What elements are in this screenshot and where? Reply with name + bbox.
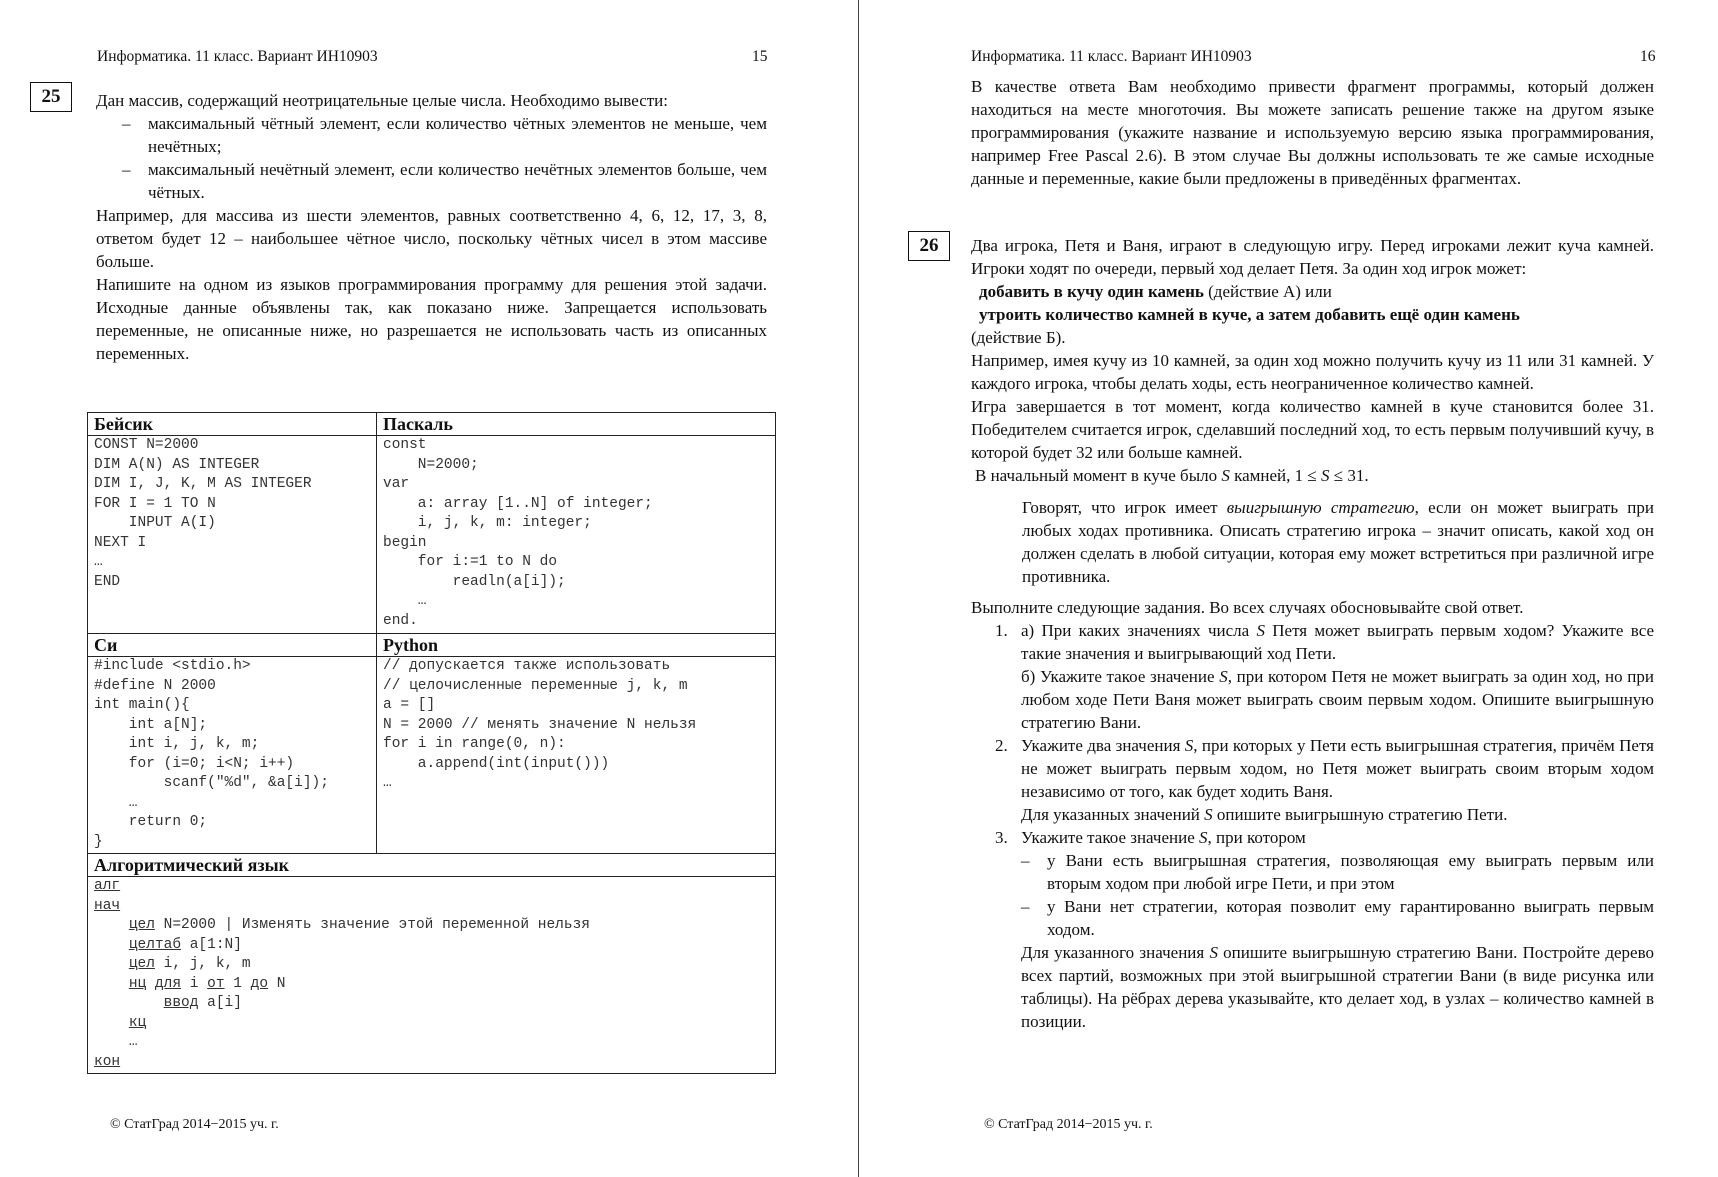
page-header: Информатика. 11 класс. Вариант ИН10903: [97, 48, 378, 65]
pascal-code: const N=2000; var a: array [1..N] of integer; i, j, k, m: integer; begin for i:=1 to N do readln(a[i]); … end.: [383, 437, 653, 629]
code-template-table: [87, 412, 776, 1074]
footer: © СтатГрад 2014−2015 уч. г.: [984, 1117, 1153, 1132]
page-header: Информатика. 11 класс. Вариант ИН10903: [971, 48, 1252, 65]
right-page: [860, 0, 1718, 1177]
task-number-box: 25: [30, 82, 72, 112]
c-code: #include <stdio.h> #define N 2000 int main(){ int a[N]; int i, j, k, m; for (i=0; i<N; i++) scanf("%d", &a[i]); … return 0; }: [94, 658, 329, 850]
task25-example: Например, для массива из шести элементов, равных соответственно 4, 6, 12, 17, 3, 8, ответом будет 12 – наибольшее чётное число, поскольку чётных чисел в этом массиве больше.: [96, 206, 767, 271]
action-b-rest: (действие Б).: [971, 328, 1066, 347]
basic-header: Бейсик: [88, 413, 377, 436]
python-header: Python: [377, 634, 776, 657]
task26-intro: Два игрока, Петя и Ваня, играют в следующую игру. Перед игроками лежит куча камней. Игроки ходят по очереди, первый ход делает Петя. За один ход игрок может:: [971, 236, 1654, 278]
action-a: добавить в кучу один камень (действие А) или: [979, 282, 1332, 301]
task25-intro: Дан массив, содержащий неотрицательные целые числа. Необходимо вывести:: [96, 91, 668, 110]
task25-bullet: [96, 158, 767, 204]
task26-strategy: Говорят, что игрок имеет выигрышную стратегию, если он может выиграть при любых ходах противника. Описать стратегию игрока – значит описать, какой ход он должен сделать в любой ситуации, которая ему может встретиться при различной игре противника.: [1022, 498, 1654, 586]
task-number-box: 26: [908, 231, 950, 261]
task26-end-rule: Игра завершается в тот момент, когда количество камней в куче становится более 31. Победителем считается игрок, сделавший последний ход, то есть первым получивший кучу, в которой будет 32 или больше камней.: [971, 397, 1654, 462]
question-1: 1. а) При каких значениях числа S Петя может выиграть первым ходом? Укажите все такие значения и выигрывающий ход Пети. б) Укажите такое значение S, при котором Петя не может выиграть за один ход, но при любом ходе Пети Ваня может выиграть своим первым ходом. Опишите выигрышную стратегию Вани.: [995, 621, 1654, 732]
page-number: 16: [1640, 48, 1656, 65]
task25-text: [96, 89, 767, 365]
task26-example: Например, имея кучу из 10 камней, за один ход можно получить кучу из 11 или 31 камней. У каждого игрока, чтобы делать ходы, есть неограниченное количество камней.: [971, 351, 1654, 393]
bullet-text: максимальный чётный элемент, если количество чётных элементов не меньше, чем нечётных;: [148, 114, 767, 156]
question-3: 3. Укажите такое значение S, при котором – у Вани есть выигрышная стратегия, позволяющая ему выиграть первым или вторым ходом при любой игре Пети, и при этом – у Вани нет стратегии, которая позволит ему гарантированно выиграть первым ходом. Для указанного значения S опишите выигрышную стратегию Вани. Постройте дерево всех партий, возможных при этой выигрышной стратегии Вани (в виде рисунка или таблицы). На рёбрах дерева указывайте, кто делает ход, в узлах – количество камней в позиции.: [995, 828, 1654, 1031]
bullet-mark: –: [122, 160, 131, 179]
action-b: утроить количество камней в куче, а затем добавить ещё один камень: [979, 305, 1520, 324]
question-2: 2. Укажите два значения S, при которых у Пети есть выигрышная стратегия, причём Петя не может выиграть первым ходом, но Петя может выиграть своим вторым ходом независимо от того, как будет ходить Ваня. Для указанных значений S опишите выигрышную стратегию Пети.: [995, 736, 1654, 824]
answer-note: В качестве ответа Вам необходимо привести фрагмент программы, который должен находиться на месте многоточия. Вы можете записать решение также на другом языке программирования (укажите название и используемую версию языка программирования, например Free Pascal 2.6). В этом случае Вы должны использовать те же самые исходные данные и переменные, какие были предложены в приведённых фрагментах.: [971, 77, 1654, 188]
alg-code: алг нач цел N=2000 | Изменять значение этой переменной нельзя целтаб a[1:N] цел i, j, k, m нц для i от 1 до N ввод a[i] кц … кон: [94, 878, 590, 1070]
left-page: [0, 0, 858, 1177]
c-header: Си: [88, 634, 377, 657]
python-code: // допускается также использовать // целочисленные переменные j, k, m a = [] N = 2000 // менять значение N нельзя for i in range(0, n): a.append(int(input())) …: [383, 658, 697, 791]
page-number: 15: [752, 48, 768, 65]
task26-text: [971, 234, 1654, 1033]
task26-start: В начальный момент в куче было S камней, 1 ≤ S ≤ 31.: [975, 466, 1369, 485]
basic-code: CONST N=2000 DIM A(N) AS INTEGER DIM I, J, K, M AS INTEGER FOR I = 1 TO N INPUT A(I) NEXT I … END: [94, 437, 312, 590]
footer: © СтатГрад 2014−2015 уч. г.: [110, 1117, 279, 1132]
task25-instructions: Напишите на одном из языков программирования программу для решения этой задачи. Исходные данные объявлены так, как показано ниже. Запрещается использовать переменные, не описанные ниже, но разрешается не использовать часть из описанных переменных.: [96, 275, 767, 363]
bullet-text: максимальный нечётный элемент, если количество нечётных элементов больше, чем чётных.: [148, 160, 767, 202]
alg-header: Алгоритмический язык: [88, 854, 776, 877]
task25-bullet: [96, 112, 767, 158]
task26-tasks-intro: Выполните следующие задания. Во всех случаях обосновывайте свой ответ.: [971, 598, 1524, 617]
pascal-header: Паскаль: [377, 413, 776, 436]
bullet-mark: –: [122, 114, 131, 133]
page-divider: [858, 0, 859, 1177]
